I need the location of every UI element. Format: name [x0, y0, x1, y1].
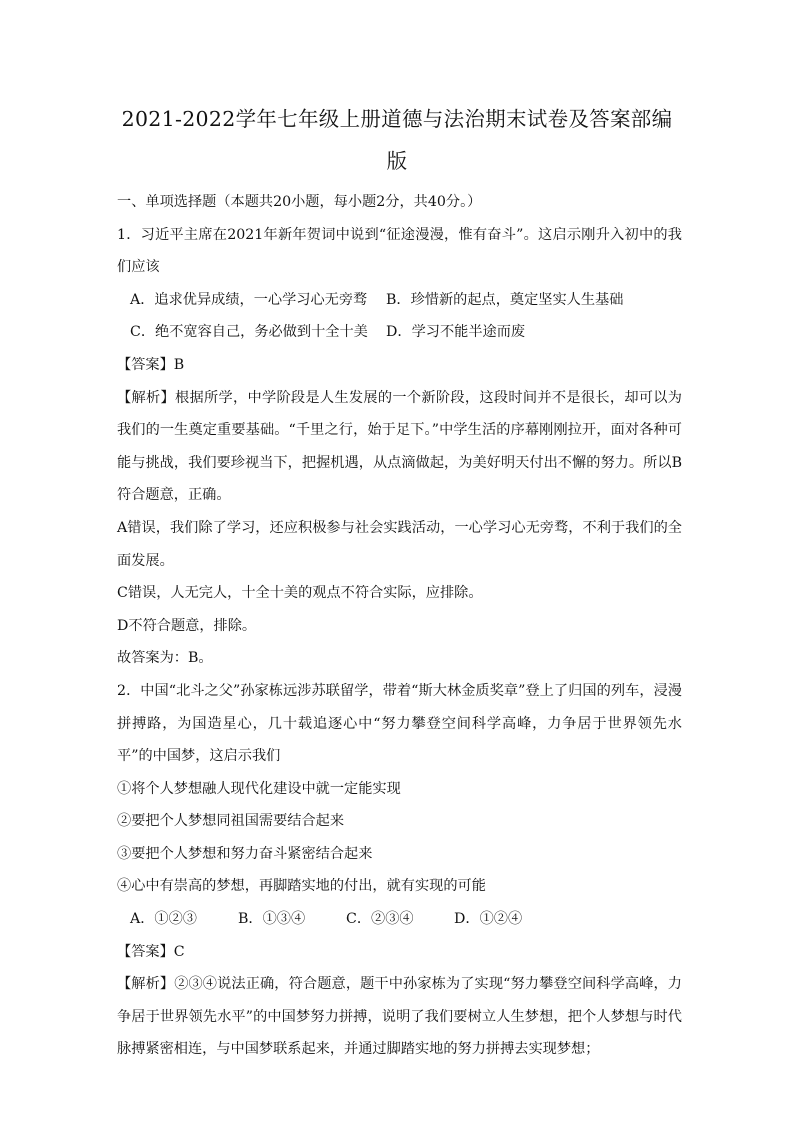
question-1-option-b: B．珍惜新的起点，奠定坚实人生基础 — [386, 291, 624, 308]
question-1-option-a: A．追求优异成绩，一心学习心无旁骛 — [130, 291, 368, 308]
question-2-analysis: 【解析】②③④说法正确，符合题意，题干中孙家栋为了实现“努力攀登空间科学高峰，力争居于世界领先水平”的中国梦努力拼搏，说明了我们要树立人生梦想，把个人梦想与时代脉搏紧密相连，与中国梦联系起来，并通过脚踏实地的努力拼搏去实现梦想； — [117, 976, 682, 1058]
question-2-option-b: B．①③④ — [238, 911, 306, 928]
question-1-options-row-2 — [117, 316, 682, 349]
question-1-options-row-1 — [117, 284, 682, 317]
question-2-statement-3: ③要把个人梦想和努力奋斗紧密结合起来 — [117, 845, 373, 862]
question-2-stem: 2．中国“北斗之父”孙家栋远涉苏联留学，带着“斯大林金质奖章”登上了归国的列车，浸漫拼搏路，为国造星心，几十载追逐心中“努力攀登空间科学高峰，力争居于世界领先水平”的中国梦，这启示我们 — [117, 682, 682, 765]
question-1-option-d: D．学习不能半途而废 — [386, 324, 526, 341]
document-title: 2021-2022学年七年级上册道德与法治期末试卷及答案部编版 — [121, 107, 673, 173]
question-2-option-a: A．①②③ — [130, 911, 197, 928]
question-1-conclusion: 故答案为：B。 — [117, 650, 213, 667]
question-1-analysis-d: D不符合题意，排除。 — [117, 617, 257, 634]
question-1-analysis: 【解析】根据所学，中学阶段是人生发展的一个新阶段，这段时间并不是很长，却可以为我们的一生奠定重要基础。“千里之行，始于足下。”中学生活的序幕刚刚拉开，面对各种可能与挑战，我们要珍视当下，把握机遇，从点滴做起，为美好明天付出不懈的努力。所以B符合题意，正确。 — [117, 389, 682, 504]
question-2-statement-1: ①将个人梦想融人现代化建设中就一定能实现 — [117, 780, 401, 797]
question-2-answer: 【答案】C — [117, 943, 185, 960]
question-1-stem: 1．习近平主席在2021年新年贺词中说到“征途漫漫，惟有奋斗”。这启示刚升入初中的我们应该 — [117, 226, 682, 276]
question-2-option-d: D．①②④ — [454, 911, 523, 928]
question-2-option-c: C．②③④ — [346, 911, 414, 928]
question-1-answer: 【答案】B — [117, 356, 185, 373]
question-1-analysis-c: C错误，人无完人，十全十美的观点不符合实际，应排除。 — [117, 585, 483, 602]
question-1-option-c: C．绝不宽容自己，务必做到十全十美 — [130, 324, 368, 341]
question-1-analysis-a: A错误，我们除了学习，还应积极参与社会实践活动，一心学习心无旁骛，不利于我们的全面发展。 — [117, 519, 682, 569]
question-2-options-row — [117, 903, 682, 936]
question-2-statement-4: ④心中有崇高的梦想，再脚踏实地的付出，就有实现的可能 — [117, 878, 486, 895]
question-2-statement-2: ②要把个人梦想同祖国需要结合起来 — [117, 813, 345, 830]
document-body — [117, 186, 682, 1066]
section-heading: 一、单项选择题（本题共20小题，每小题2分，共40分。） — [117, 194, 482, 210]
